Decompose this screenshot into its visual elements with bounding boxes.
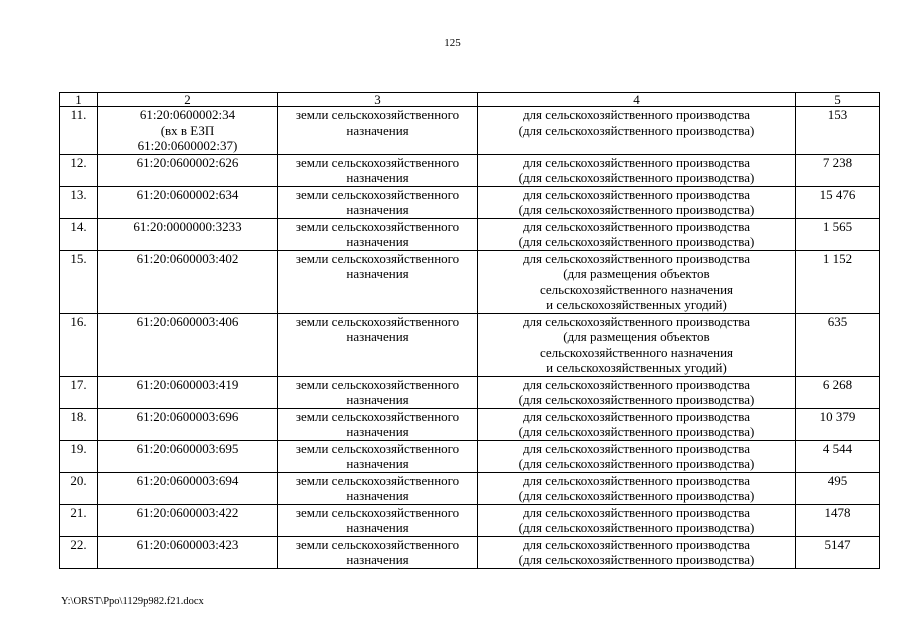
cell-line: земли сельскохозяйственного <box>295 472 460 488</box>
cell-line: для сельскохозяйственного производства <box>522 376 751 392</box>
cell-line: (для размещения объектов <box>563 329 710 344</box>
cell-line: земли сельскохозяйственного <box>295 376 460 392</box>
cell-line: (для сельскохозяйственного производства) <box>518 202 755 217</box>
cell-line: 61:20:0600003:695 <box>136 440 239 456</box>
area-cell: 6 268 <box>796 376 880 408</box>
area-cell: 1 565 <box>796 218 880 250</box>
cell-line: (для сельскохозяйственного производства) <box>518 170 755 185</box>
cadastral-number-cell <box>98 313 278 376</box>
cell-line: земли сельскохозяйственного <box>295 218 460 234</box>
cadastral-number-cell <box>98 440 278 472</box>
table-row <box>60 186 880 218</box>
cadastral-number-cell <box>98 504 278 536</box>
page-number: 125 <box>444 37 461 49</box>
cell-line: для сельскохозяйственного производства <box>522 504 751 520</box>
cell-line: (для размещения объектов <box>563 266 710 281</box>
table-row <box>60 472 880 504</box>
permitted-use-cell <box>478 218 796 250</box>
table-row <box>60 218 880 250</box>
cadastral-number-cell <box>98 107 278 155</box>
column-number-row <box>60 93 880 107</box>
row-number-cell: 20. <box>60 472 98 504</box>
cell-line: 61:20:0600003:694 <box>136 472 239 488</box>
row-number-cell: 14. <box>60 218 98 250</box>
cell-line: 61:20:0000000:3233 <box>133 218 242 234</box>
cell-line: (для сельскохозяйственного производства) <box>518 552 755 567</box>
cell-line: для сельскохозяйственного производства <box>522 408 751 424</box>
cell-line: 61:20:0600003:423 <box>136 536 239 552</box>
land-category-cell <box>278 536 478 568</box>
land-category-cell <box>278 313 478 376</box>
cell-line: 61:20:0600002:626 <box>136 154 239 170</box>
cell-line: для сельскохозяйственного производства <box>522 218 751 234</box>
cell-line: (вх в ЕЗП <box>160 122 215 138</box>
area-cell: 10 379 <box>796 408 880 440</box>
cell-line: назначения <box>346 552 409 567</box>
cell-line: (для сельскохозяйственного производства) <box>518 424 755 439</box>
cadastral-number-cell <box>98 536 278 568</box>
cell-line: назначения <box>346 456 409 471</box>
cell-line: земли сельскохозяйственного <box>295 408 460 424</box>
permitted-use-cell <box>478 154 796 186</box>
row-number-cell: 17. <box>60 376 98 408</box>
cell-line: назначения <box>346 266 409 281</box>
area-cell: 495 <box>796 472 880 504</box>
cadastral-number-cell <box>98 186 278 218</box>
permitted-use-cell <box>478 440 796 472</box>
permitted-use-cell <box>478 186 796 218</box>
land-category-cell <box>278 504 478 536</box>
cadastral-number-cell <box>98 472 278 504</box>
cell-line: назначения <box>346 170 409 185</box>
cell-line: земли сельскохозяйственного <box>295 186 460 202</box>
permitted-use-cell <box>478 504 796 536</box>
cell-line: сельскохозяйственного назначения <box>539 344 734 360</box>
cadastral-number-cell <box>98 250 278 313</box>
cell-line: земли сельскохозяйственного <box>295 440 460 456</box>
land-category-cell <box>278 440 478 472</box>
cell-line: для сельскохозяйственного производства <box>522 154 751 170</box>
cell-line: для сельскохозяйственного производства <box>522 536 751 552</box>
row-number-cell: 13. <box>60 186 98 218</box>
land-category-cell <box>278 107 478 155</box>
cell-line: и сельскохозяйственных угодий) <box>546 297 727 312</box>
table-row <box>60 536 880 568</box>
cell-line: 61:20:0600002:34 <box>139 107 236 122</box>
land-category-cell <box>278 218 478 250</box>
row-number-cell: 12. <box>60 154 98 186</box>
cell-line: земли сельскохозяйственного <box>295 536 460 552</box>
cell-line: для сельскохозяйственного производства <box>522 107 751 122</box>
table-row <box>60 250 880 313</box>
cell-line: назначения <box>346 488 409 503</box>
column-number: 1 <box>60 93 98 107</box>
permitted-use-cell <box>478 376 796 408</box>
area-cell: 1 152 <box>796 250 880 313</box>
permitted-use-cell <box>478 472 796 504</box>
cadastral-number-cell <box>98 154 278 186</box>
cell-line: 61:20:0600003:696 <box>136 408 239 424</box>
cell-line: для сельскохозяйственного производства <box>522 250 751 266</box>
column-number: 3 <box>278 93 478 107</box>
table-row <box>60 440 880 472</box>
area-cell: 15 476 <box>796 186 880 218</box>
table-row <box>60 376 880 408</box>
area-cell: 153 <box>796 107 880 155</box>
cell-line: (для сельскохозяйственного производства) <box>518 122 755 138</box>
row-number-cell: 22. <box>60 536 98 568</box>
cadastral-number-cell <box>98 218 278 250</box>
row-number-cell: 21. <box>60 504 98 536</box>
permitted-use-cell <box>478 536 796 568</box>
table-row <box>60 504 880 536</box>
cell-line: для сельскохозяйственного производства <box>522 472 751 488</box>
cell-line: земли сельскохозяйственного <box>295 154 460 170</box>
cell-line: и сельскохозяйственных угодий) <box>546 360 727 375</box>
cell-line: (для сельскохозяйственного производства) <box>518 234 755 249</box>
cell-line: 61:20:0600003:406 <box>136 313 239 329</box>
column-number: 2 <box>98 93 278 107</box>
document-path-footer: Y:\ORST\Ppo\1129p982.f21.docx <box>61 596 204 607</box>
cell-line: земли сельскохозяйственного <box>295 313 460 329</box>
land-category-cell <box>278 408 478 440</box>
area-cell: 1478 <box>796 504 880 536</box>
cell-line: (для сельскохозяйственного производства) <box>518 520 755 535</box>
row-number-cell: 11. <box>60 107 98 155</box>
cell-line: сельскохозяйственного назначения <box>539 281 734 297</box>
cell-line: назначения <box>346 329 409 344</box>
column-number: 5 <box>796 93 880 107</box>
cell-line: 61:20:0600002:37) <box>137 138 238 153</box>
cadastral-number-cell <box>98 408 278 440</box>
cell-line: назначения <box>346 122 409 138</box>
cell-line: земли сельскохозяйственного <box>295 107 460 122</box>
cell-line: для сельскохозяйственного производства <box>522 440 751 456</box>
area-cell: 5147 <box>796 536 880 568</box>
cell-line: назначения <box>346 202 409 217</box>
cell-line: 61:20:0600002:634 <box>136 186 239 202</box>
cell-line: назначения <box>346 520 409 535</box>
land-category-cell <box>278 472 478 504</box>
table-row <box>60 107 880 155</box>
permitted-use-cell <box>478 250 796 313</box>
land-category-cell <box>278 250 478 313</box>
column-number: 4 <box>478 93 796 107</box>
land-category-cell <box>278 186 478 218</box>
cell-line: земли сельскохозяйственного <box>295 250 460 266</box>
land-category-cell <box>278 376 478 408</box>
area-cell: 4 544 <box>796 440 880 472</box>
table-row <box>60 408 880 440</box>
cell-line: 61:20:0600003:422 <box>136 504 239 520</box>
cell-line: 61:20:0600003:402 <box>136 250 239 266</box>
cell-line: (для сельскохозяйственного производства) <box>518 392 755 407</box>
cell-line: для сельскохозяйственного производства <box>522 313 751 329</box>
cell-line: назначения <box>346 234 409 249</box>
table-row <box>60 154 880 186</box>
cell-line: земли сельскохозяйственного <box>295 504 460 520</box>
permitted-use-cell <box>478 408 796 440</box>
cell-line: 61:20:0600003:419 <box>136 376 239 392</box>
cell-line: назначения <box>346 392 409 407</box>
row-number-cell: 19. <box>60 440 98 472</box>
permitted-use-cell <box>478 107 796 155</box>
cell-line: (для сельскохозяйственного производства) <box>518 488 755 503</box>
cell-line: назначения <box>346 424 409 439</box>
row-number-cell: 15. <box>60 250 98 313</box>
land-category-cell <box>278 154 478 186</box>
row-number-cell: 18. <box>60 408 98 440</box>
land-plots-table <box>59 92 880 569</box>
area-cell: 635 <box>796 313 880 376</box>
cadastral-number-cell <box>98 376 278 408</box>
row-number-cell: 16. <box>60 313 98 376</box>
permitted-use-cell <box>478 313 796 376</box>
table-row <box>60 313 880 376</box>
cell-line: (для сельскохозяйственного производства) <box>518 456 755 471</box>
area-cell: 7 238 <box>796 154 880 186</box>
cell-line: для сельскохозяйственного производства <box>522 186 751 202</box>
